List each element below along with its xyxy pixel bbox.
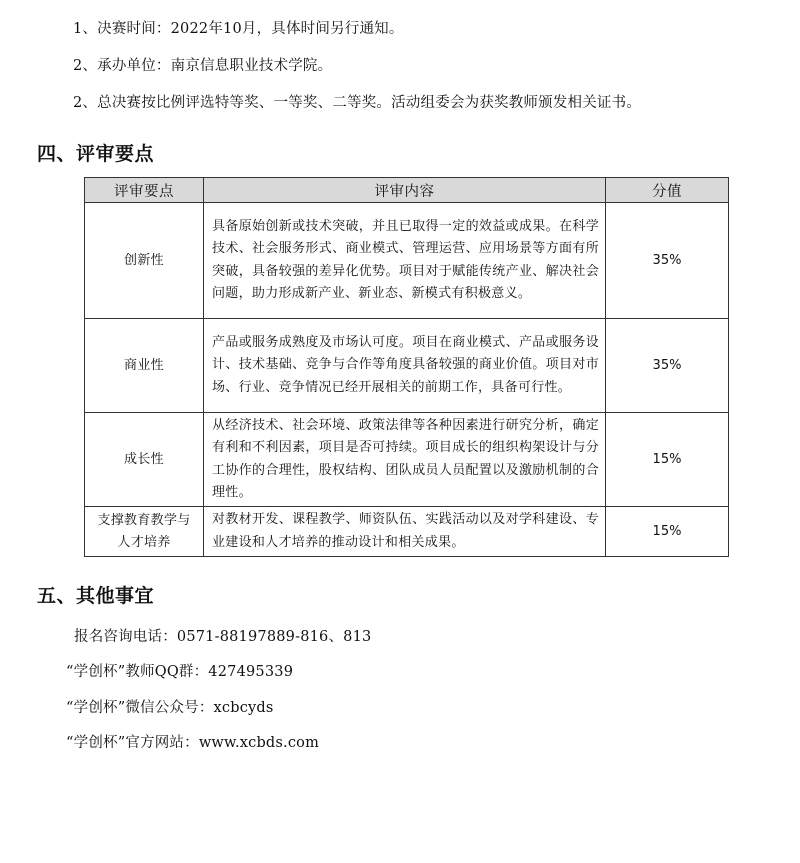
- row-content-education: 对教材开发、课程教学、师资队伍、实践活动以及对学科建设、专业建设和人才培养的推动设计和相关成果。: [204, 507, 606, 557]
- row-score-innovation: 35%: [606, 203, 729, 319]
- column-header-score: 分值: [606, 178, 729, 203]
- table-row: [85, 507, 729, 557]
- finals-item-time: 1、决赛时间：2022年10月，具体时间另行通知。: [73, 21, 404, 37]
- finals-item-awards: 2、总决赛按比例评选特等奖、一等奖、二等奖。活动组委会为获奖教师颁发相关证书。: [73, 95, 642, 111]
- contact-phone: 报名咨询电话：0571-88197889-816、813: [74, 629, 372, 645]
- section-heading-other: 五、其他事宜: [37, 585, 155, 607]
- row-score-growth: 15%: [606, 413, 729, 507]
- row-point-innovation: 创新性: [85, 203, 204, 319]
- contact-qq-group: “学创杯”教师QQ群：427495339: [66, 664, 294, 680]
- row-point-education: 支撑教育教学与人才培养: [85, 507, 204, 557]
- row-point-growth: 成长性: [85, 413, 204, 507]
- row-score-education: 15%: [606, 507, 729, 557]
- row-point-commercial: 商业性: [85, 319, 204, 413]
- contact-website: “学创杯”官方网站：www.xcbds.com: [66, 735, 320, 751]
- table-row: [85, 203, 729, 319]
- finals-item-host: 2、承办单位：南京信息职业技术学院。: [73, 58, 333, 74]
- table-header-row: [85, 178, 729, 203]
- row-content-growth: 从经济技术、社会环境、政策法律等各种因素进行研究分析，确定有利和不利因素，项目是否可持续。项目成长的组织构架设计与分工协作的合理性，股权结构、团队成员人员配置以及激励机制的合理性。: [204, 413, 606, 507]
- table-row: [85, 413, 729, 507]
- column-header-point: 评审要点: [85, 178, 204, 203]
- contact-wechat: “学创杯”微信公众号：xcbcyds: [66, 700, 274, 716]
- row-content-commercial: 产品或服务成熟度及市场认可度。项目在商业模式、产品或服务设计、技术基础、竞争与合作等角度具备较强的商业价值。项目对市场、行业、竞争情况已经开展相关的前期工作，具备可行性。: [204, 319, 606, 413]
- section-heading-review: 四、评审要点: [37, 143, 155, 165]
- column-header-content: 评审内容: [204, 178, 606, 203]
- table-row: [85, 319, 729, 413]
- row-score-commercial: 35%: [606, 319, 729, 413]
- row-content-innovation: 具备原始创新或技术突破，并且已取得一定的效益或成果。在科学技术、社会服务形式、商业模式、管理运营、应用场景等方面有所突破，具备较强的差异化优势。项目对于赋能传统产业、解决社会问题，助力形成新产业、新业态、新模式有积极意义。: [204, 203, 606, 319]
- review-criteria-table: [84, 177, 729, 557]
